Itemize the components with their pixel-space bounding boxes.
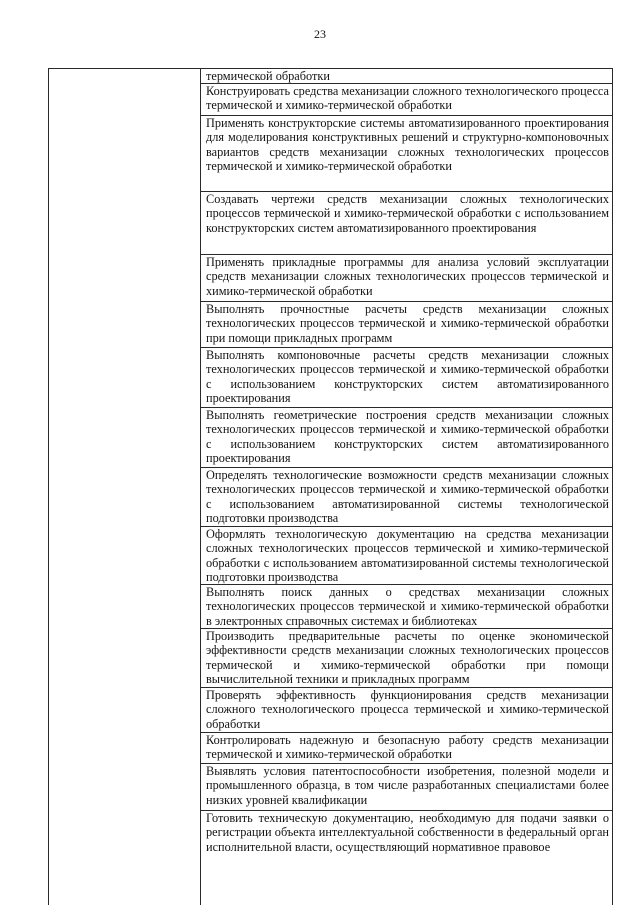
table-row: Применять конструкторские системы автоматизированного проектирования для моделирования конструктивных решений и структурно-компоновочных вариантов средств механизации сложных технологических процессов термической и химико-термической обработки	[201, 116, 612, 192]
table-row: Готовить техническую документацию, необходимую для подачи заявки о регистрации объекта интеллектуальной собственности в федеральный орган исполнительной власти, осуществляющий нормативное правовое	[206, 811, 609, 854]
table-row: Создавать чертежи средств механизации сложных технологических процессов термической и химико-термической обработки с использованием конструкторских систем автоматизированного проектирования	[201, 192, 612, 255]
table-row: Применять прикладные программы для анализа условий эксплуатации средств механизации сложных технологических процессов термической и химико-термической обработки	[201, 255, 612, 302]
table-row: Выполнять геометрические построения средств механизации сложных технологических процессов термической и химико-термической обработки с использованием конструкторских систем автоматизированного проектирования	[201, 408, 612, 468]
table-row: Выполнять компоновочные расчеты средств механизации сложных технологических процессов термической и химико-термической обработки с использованием конструкторских систем автоматизированного проектирования	[201, 348, 612, 408]
table-row: термической обработки	[201, 69, 612, 84]
table-row: Выявлять условия патентоспособности изобретения, полезной модели и промышленного образца, в том числе разработанных специалистами более низких уровней квалификации	[201, 764, 612, 811]
page-number: 23	[314, 27, 326, 41]
table-right-column	[201, 69, 612, 870]
table-row: Выполнять поиск данных о средствах механизации сложных технологических процессов термической и химико-термической обработки в электронных справочных системах и библиотеках	[201, 585, 612, 629]
table-row: Оформлять технологическую документацию на средства механизации сложных технологических процессов термической и химико-термической обработки с использованием автоматизированной системы технологической подготовки производства	[201, 527, 612, 585]
table-left-column	[49, 69, 201, 905]
skills-table	[48, 68, 613, 905]
table-row: Контролировать надежную и безопасную работу средств механизации термической и химико-термической обработки	[201, 733, 612, 764]
table-row: Проверять эффективность функционирования средств механизации сложного технологического процесса термической и химико-термической обработки	[201, 688, 612, 733]
table-row: Выполнять прочностные расчеты средств механизации сложных технологических процессов термической и химико-термической обработки при помощи прикладных программ	[201, 302, 612, 348]
table-row: Определять технологические возможности средств механизации сложных технологических процессов термической и химико-термической обработки с использованием автоматизированной системы технологической подготовки производства	[201, 468, 612, 527]
table-row: Конструировать средства механизации сложного технологического процесса термической и химико-термической обработки	[201, 84, 612, 116]
table-row: Производить предварительные расчеты по оценке экономической эффективности средств механизации сложных технологических процессов термической и химико-термической обработки при помощи вычислительной техники и прикладных программ	[201, 629, 612, 688]
